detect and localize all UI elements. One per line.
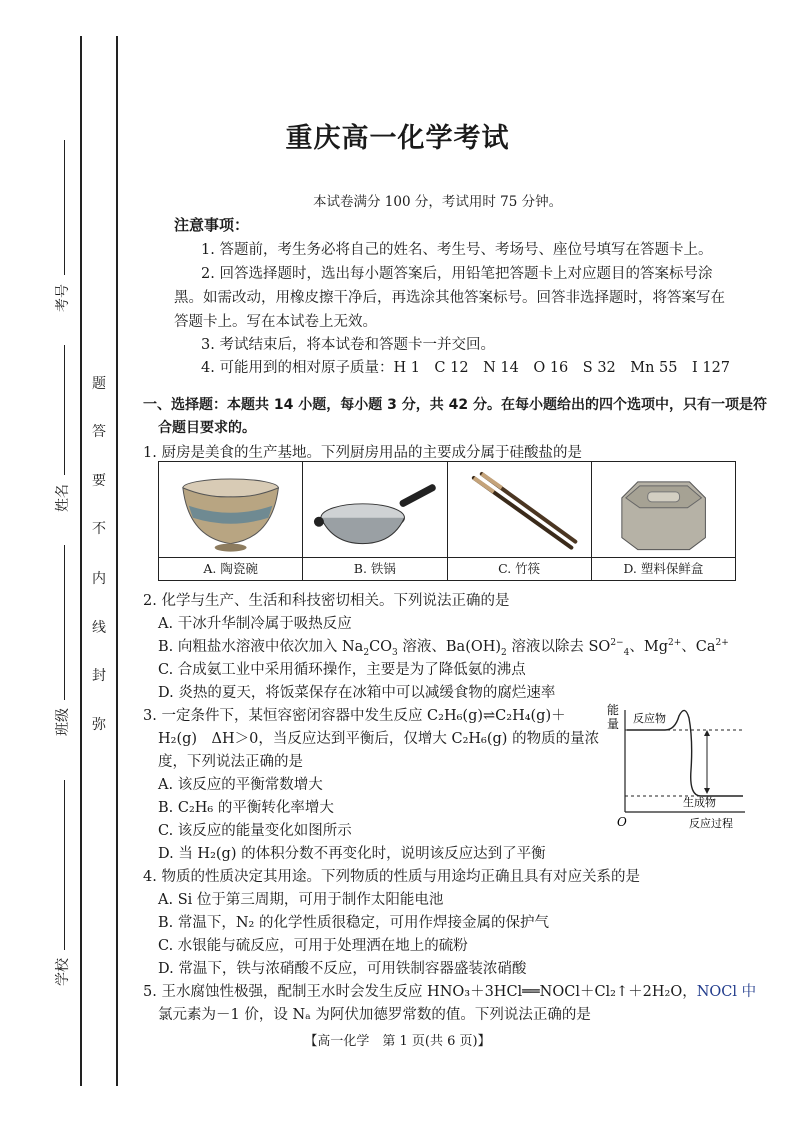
question-4-stem: 4. 物质的性质决定其用途。下列物质的性质与用途均正确且具有对应关系的是 [143, 869, 640, 885]
question-2-stem: 2. 化学与生产、生活和科技密切相关。下列说法正确的是 [143, 593, 510, 609]
section-heading: 合题目要求的。 [158, 420, 256, 436]
arrow-up-head [704, 730, 710, 736]
option-c-cell[interactable] [448, 462, 592, 580]
reactant-label: 反应物 [633, 712, 666, 725]
binding-char: 封 [92, 668, 106, 684]
class-label: 班级 [55, 708, 71, 736]
q3-option-c: C. 该反应的能量变化如图所示 [158, 823, 352, 839]
option-d-cell[interactable] [592, 462, 735, 580]
exam-info: 本试卷满分 100 分，考试用时 75 分钟。 [313, 194, 563, 210]
notice-line: 答题卡上。写在本试卷上无效。 [174, 314, 377, 330]
ceramic-bowl-icon [159, 468, 302, 558]
product-label: 生成物 [683, 796, 716, 809]
notice-line: 4. 可能用到的相对原子质量：H 1 C 12 N 14 O 16 S 32 Mn 55 I 127 [201, 360, 731, 376]
school-blank[interactable] [64, 780, 65, 950]
option-a-cell[interactable] [159, 462, 303, 580]
energy-diagram [605, 700, 755, 835]
x-label: 反应过程 [689, 817, 733, 830]
q3-option-b: B. C₂H₆ 的平衡转化率增大 [158, 800, 334, 816]
notice-line: 3. 考试结束后，将本试卷和答题卡一并交回。 [201, 337, 495, 353]
option-b-caption: B. 铁锅 [303, 557, 446, 580]
binding-char: 要 [92, 473, 106, 489]
q4-option-c: C. 水银能与硫反应，可用于处理洒在地上的硫粉 [158, 938, 468, 954]
school-label: 学校 [55, 958, 71, 986]
iron-wok-icon [303, 468, 446, 558]
q1-options-table [158, 461, 736, 581]
question-1-stem: 1. 厨房是美食的生产基地。下列厨房用品的主要成分属于硅酸盐的是 [143, 445, 582, 461]
binding-char: 不 [92, 521, 106, 537]
q4-option-a: A. Si 位于第三周期，可用于制作太阳能电池 [158, 892, 444, 908]
arrow-down-head [704, 788, 710, 794]
notice-heading: 注意事项： [174, 216, 250, 234]
q4-option-b: B. 常温下，N₂ 的化学性质很稳定，可用作焊接金属的保护气 [158, 915, 549, 931]
question-3-line: H₂(g) ΔH＞0，当反应达到平衡后，仅增大 C₂H₆(g) 的物质的量浓 [158, 731, 600, 747]
option-a-caption: A. 陶瓷碗 [159, 557, 302, 580]
section-heading: 一、选择题：本题共 14 小题，每小题 3 分，共 42 分。在每小题给出的四个选项中，只有一项是符 [143, 397, 767, 413]
binding-char: 弥 [92, 717, 106, 733]
q3-option-a: A. 该反应的平衡常数增大 [158, 777, 323, 793]
question-3-line: 度，下列说法正确的是 [158, 754, 303, 770]
notice-line: 1. 答题前，考生务必将自己的姓名、考生号、考场号、座位号填写在答题卡上。 [201, 242, 713, 258]
exam-no-blank[interactable] [64, 140, 65, 275]
binding-char: 题 [92, 376, 106, 392]
question-5-line: 5. 王水腐蚀性极强，配制王水时会发生反应 HNO₃＋3HCl══NOCl＋Cl₂↑＋2H₂O，NOCl 中 [143, 984, 757, 1000]
option-b-cell[interactable] [303, 462, 447, 580]
chopsticks-icon [448, 468, 591, 558]
name-blank[interactable] [64, 345, 65, 475]
origin-label: O [617, 815, 627, 829]
class-blank[interactable] [64, 545, 65, 700]
plastic-container-icon [592, 468, 735, 558]
binding-char: 线 [92, 620, 106, 636]
page-footer: 【高一化学 第 1 页(共 6 页)】 [304, 1034, 491, 1049]
y-label-1: 能 [607, 703, 620, 717]
option-d-caption: D. 塑料保鲜盒 [592, 557, 735, 580]
question-5-line: 氯元素为－1 价，设 Nₐ 为阿伏加德罗常数的值。下列说法正确的是 [158, 1007, 591, 1023]
binding-char: 内 [92, 571, 106, 587]
option-c-caption: C. 竹筷 [448, 557, 591, 580]
notice-line: 2. 回答选择题时，选出每小题答案后，用铅笔把答题卡上对应题目的答案标号涂 [201, 266, 713, 282]
binding-line-inner [116, 36, 118, 1086]
notice-line: 黑。如需改动，用橡皮擦干净后，再选涂其他答案标号。回答非选择题时，将答案写在 [174, 290, 725, 306]
question-3-line: 3. 一定条件下，某恒容密闭容器中发生反应 C₂H₆(g)⇌C₂H₄(g)＋ [143, 708, 566, 724]
binding-char: 答 [92, 424, 106, 440]
name-label: 姓名 [55, 484, 71, 512]
q3-option-d: D. 当 H₂(g) 的体积分数不再变化时，说明该反应达到了平衡 [158, 846, 546, 862]
page-title: 重庆高一化学考试 [285, 123, 510, 154]
q4-option-d: D. 常温下，铁与浓硝酸不反应，可用铁制容器盛装浓硝酸 [158, 961, 527, 977]
q2-option-b: B. 向粗盐水溶液中依次加入 $Na_2CO_3$ 溶液、$Ba(OH)_2$ 溶液以除去 $SO^{2-}_4$、$Mg^{2+}$、$Ca^{2+}$ [158, 638, 729, 658]
binding-line-outer [80, 36, 82, 1086]
exam-no-label: 考号 [55, 284, 71, 312]
q2-option-d: D. 炎热的夏天，将饭菜保存在冰箱中可以减缓食物的腐烂速率 [158, 685, 556, 701]
q2-option-c: C. 合成氨工业中采用循环操作，主要是为了降低氨的沸点 [158, 662, 526, 678]
q2-option-a: A. 干冰升华制冷属于吸热反应 [158, 616, 352, 632]
y-label-2: 量 [607, 717, 620, 731]
